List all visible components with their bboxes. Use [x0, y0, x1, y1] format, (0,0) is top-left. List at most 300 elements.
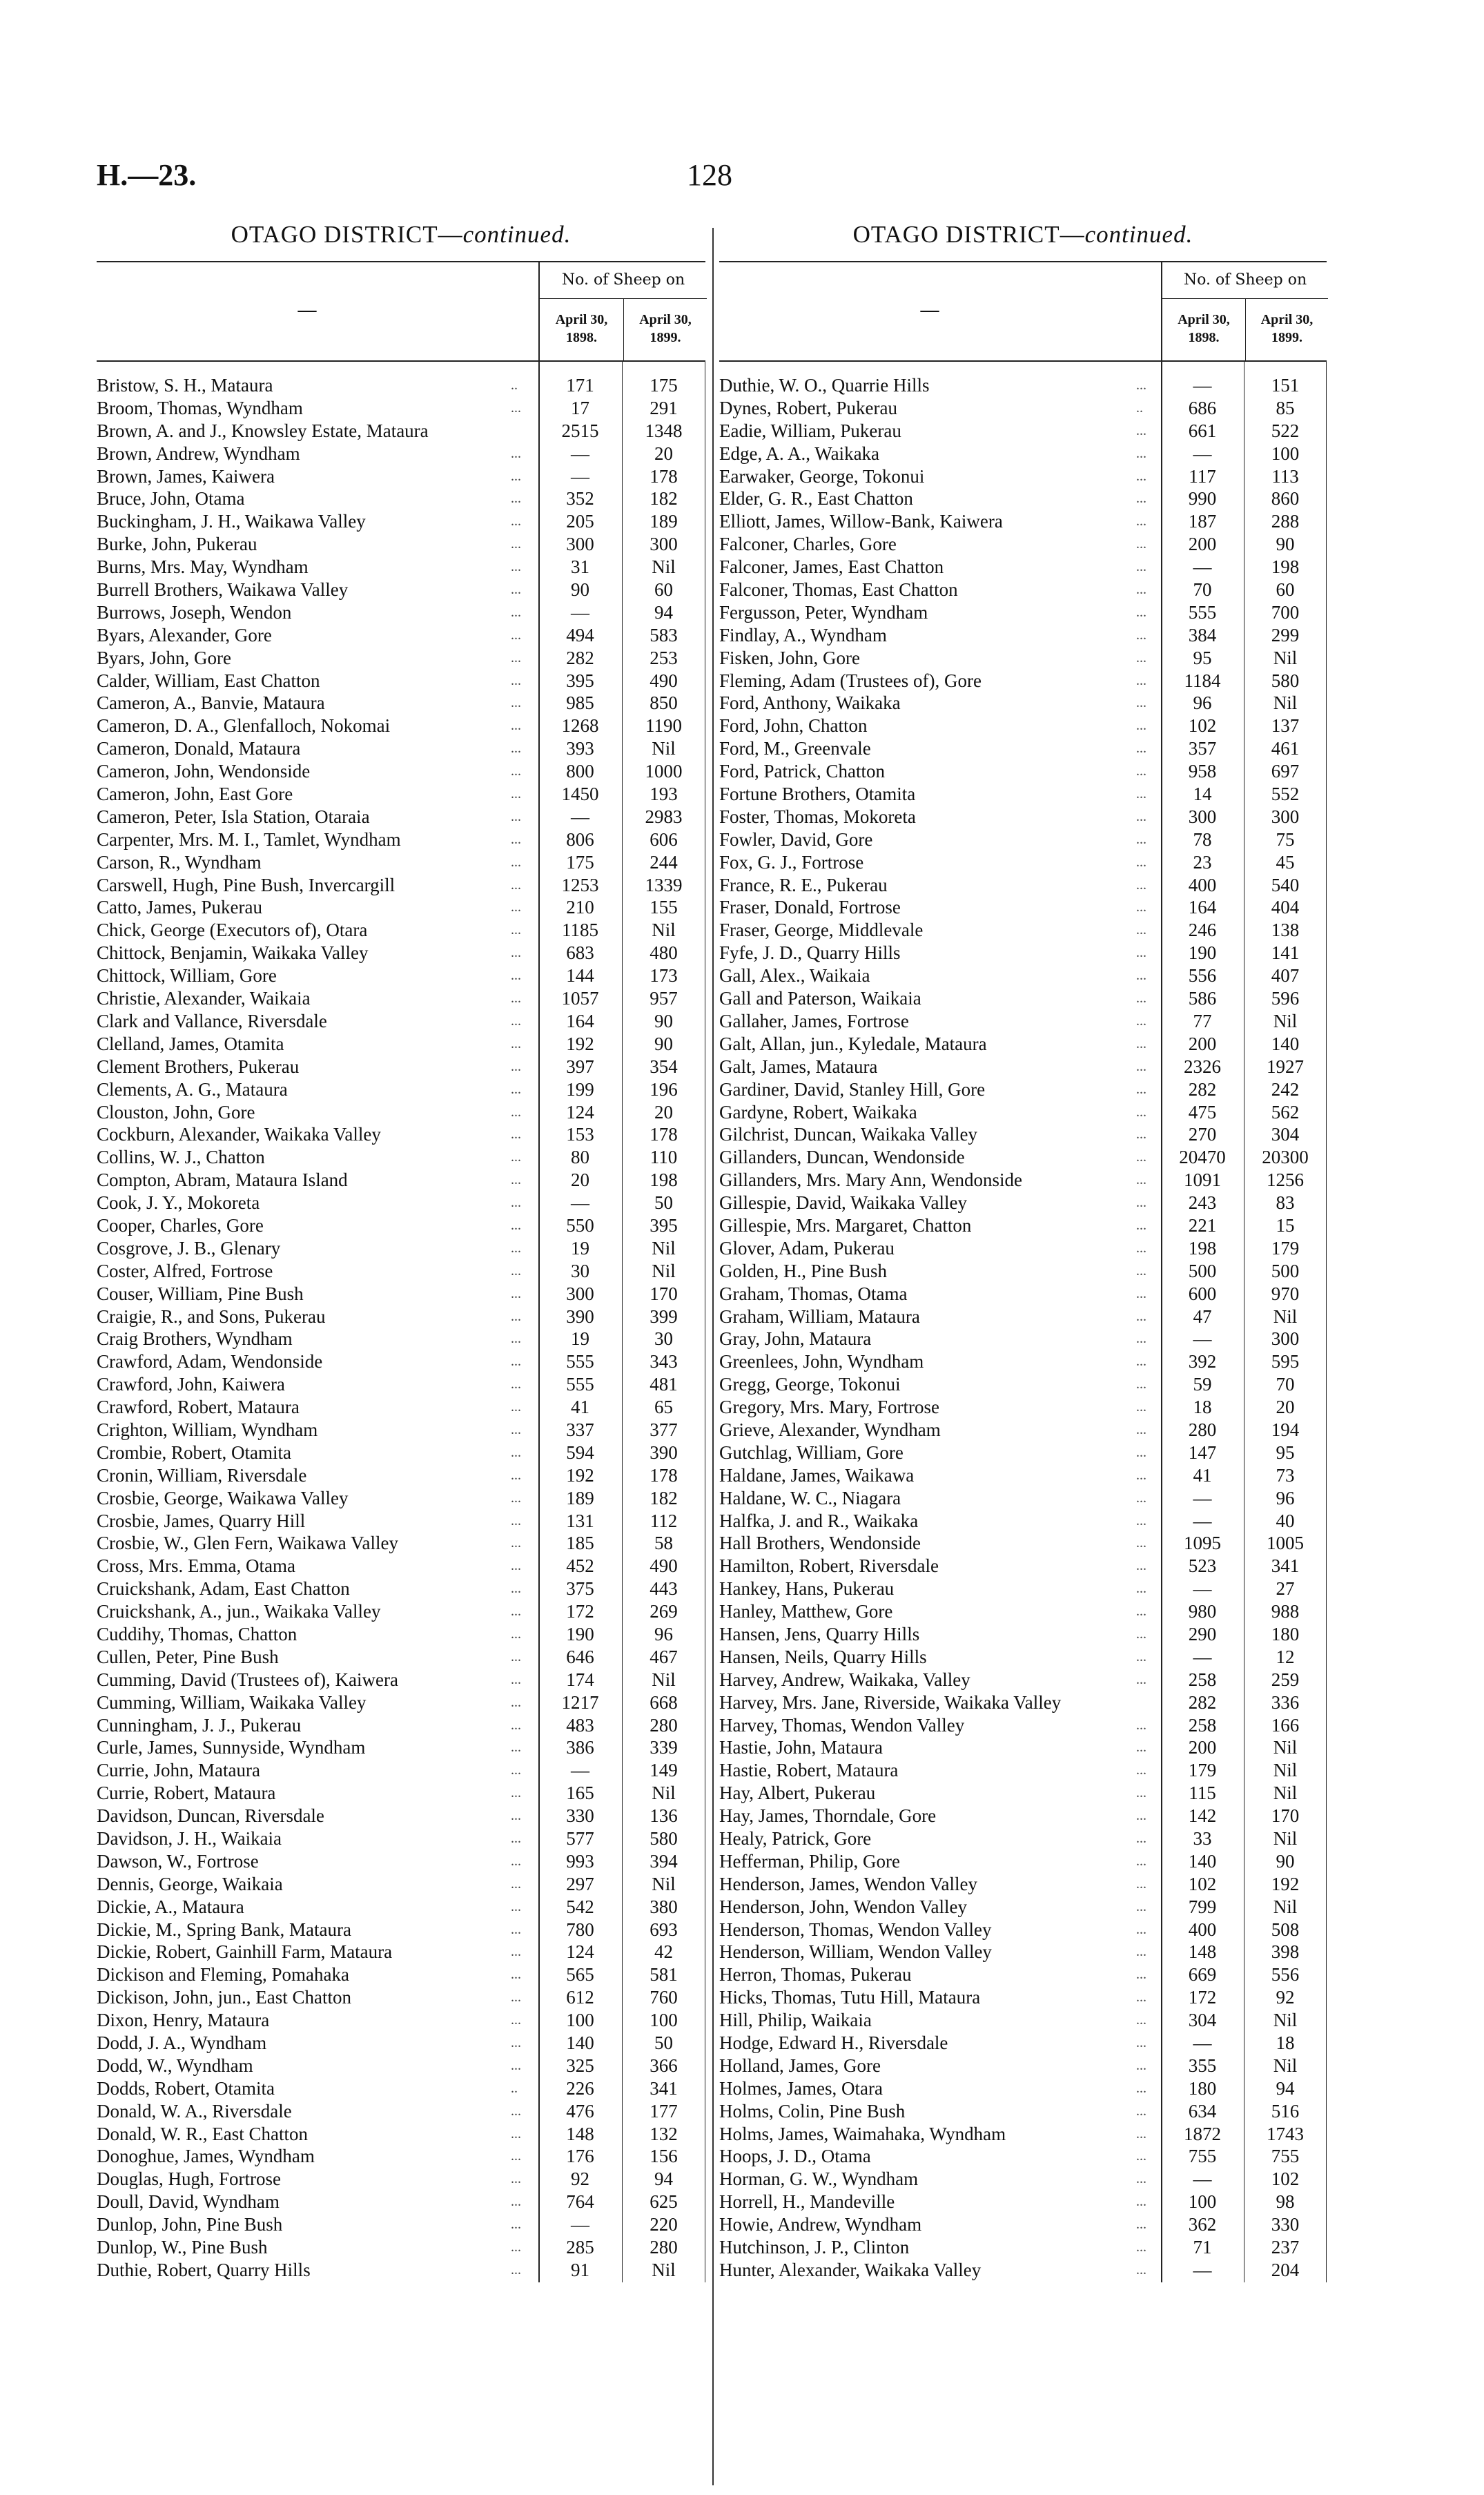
sheep-1899: 60: [1276, 579, 1295, 601]
leader-dots: ...: [511, 1104, 521, 1120]
sheep-1899: 110: [650, 1147, 678, 1168]
owner-name: Clelland, James, Otamita: [97, 1033, 284, 1054]
table-row: [97, 2168, 705, 2191]
owner-name: Gardyne, Robert, Waikaka: [719, 1101, 917, 1123]
sheep-1899: Nil: [1273, 1010, 1298, 1031]
sheep-1898: 148: [566, 2123, 594, 2144]
sheep-1899: 156: [650, 2146, 678, 2167]
owner-name: Holland, James, Gore: [719, 2055, 881, 2076]
leader-dots: ...: [1136, 1785, 1146, 1801]
sheep-1898: 172: [1188, 1987, 1217, 2008]
leader-dots: ...: [511, 1649, 521, 1664]
leader-dots: ...: [1136, 741, 1146, 757]
leader-dots: ...: [511, 968, 521, 984]
table-row: [719, 783, 1327, 806]
leader-dots: ...: [511, 1490, 521, 1506]
leader-dots: ...: [511, 650, 521, 666]
leader-dots: ...: [1136, 1853, 1146, 1869]
sheep-1898: 41: [1193, 1464, 1212, 1486]
sheep-1898: 352: [566, 488, 594, 509]
table-row: [719, 2259, 1327, 2282]
table-row: [719, 1373, 1327, 1396]
sheep-1899: 461: [1271, 738, 1300, 759]
owner-name: Cooper, Charles, Gore: [97, 1214, 264, 1236]
sheep-1898: 1184: [1184, 670, 1221, 691]
table-row: [97, 1328, 705, 1350]
sheep-1898: —: [571, 601, 589, 623]
owner-name: Collins, W. J., Chatton: [97, 1147, 265, 1168]
owner-name: Eadie, William, Pukerau: [719, 420, 901, 441]
leader-dots: ...: [1136, 582, 1146, 598]
leader-dots: ...: [1136, 1535, 1146, 1551]
owner-name: Doull, David, Wyndham: [97, 2191, 280, 2213]
sheep-1898: 355: [1188, 2055, 1217, 2076]
owner-name: Hicks, Thomas, Tutu Hill, Mataura: [719, 1987, 981, 2008]
table-row: [97, 2100, 705, 2123]
leader-dots: ...: [1136, 2103, 1146, 2119]
sheep-1899: 755: [1271, 2146, 1300, 2167]
leader-dots: ...: [511, 2262, 521, 2278]
sheep-1899: 562: [1271, 1101, 1300, 1123]
sheep-1898: 165: [566, 1783, 594, 1804]
leader-dots: ...: [1136, 1081, 1146, 1097]
sheep-1898: 375: [566, 1578, 594, 1600]
leader-dots: ...: [511, 1785, 521, 1801]
leader-dots: ...: [1136, 1921, 1146, 1937]
sheep-1898: 95: [1193, 647, 1212, 668]
leader-dots: ...: [1136, 1876, 1146, 1892]
leader-dots: ...: [1136, 695, 1146, 711]
sheep-1898: 475: [1188, 1101, 1217, 1123]
owner-name: Crosbie, W., Glen Fern, Waikawa Valley: [97, 1533, 399, 1554]
table-row: [719, 374, 1327, 397]
owner-name: Findlay, A., Wyndham: [719, 624, 887, 645]
table-row: [719, 2100, 1327, 2123]
sheep-1898: —: [571, 465, 589, 487]
sheep-1898: —: [571, 1192, 589, 1214]
sheep-1899: 343: [650, 1351, 678, 1372]
leader-dots: ...: [1136, 1444, 1146, 1460]
owner-name: Burrell Brothers, Waikawa Valley: [97, 579, 349, 601]
leader-dots: ...: [1136, 2217, 1146, 2233]
owner-name: Dickie, A., Mataura: [97, 1896, 244, 1917]
owner-name: Dunlop, W., Pine Bush: [97, 2237, 268, 2258]
sheep-1898: 1217: [561, 1691, 599, 1713]
leader-dots: ...: [1136, 1967, 1146, 1983]
sheep-1898: 1268: [561, 715, 599, 737]
sheep-1899: 580: [650, 1828, 678, 1849]
sheep-1898: 200: [1188, 1033, 1217, 1054]
sheep-1898: 140: [566, 2032, 594, 2054]
leader-dots: ...: [511, 1853, 521, 1869]
owner-name: Graham, William, Mataura: [719, 1305, 920, 1327]
table-body: [719, 374, 1327, 2282]
table-row: [97, 1419, 705, 1441]
sheep-1899: 467: [650, 1646, 678, 1667]
leader-dots: ...: [511, 2148, 521, 2164]
table-row: [719, 1010, 1327, 1033]
leader-dots: ...: [1136, 1377, 1146, 1392]
sheep-1898: 192: [566, 1464, 594, 1486]
sheep-1899: 173: [650, 965, 678, 987]
leader-dots: ...: [1136, 1558, 1146, 1574]
owner-name: Christie, Alexander, Waikaia: [97, 988, 311, 1009]
leader-dots: ...: [511, 808, 521, 824]
leader-dots: ...: [1136, 1490, 1146, 1506]
leader-dots: ...: [1136, 1626, 1146, 1642]
page-number: 128: [687, 158, 732, 192]
column-rule: [622, 362, 623, 2282]
table-row: [97, 2032, 705, 2055]
sheep-1898: 226: [566, 2077, 594, 2099]
table-row: [97, 1101, 705, 1124]
table-row: [719, 2009, 1327, 2032]
table-row: [719, 1078, 1327, 1101]
sheep-1899: 140: [1271, 1033, 1300, 1054]
table-row: [719, 1782, 1327, 1805]
sheep-1899: 94: [654, 2168, 673, 2190]
table-row: [719, 1419, 1327, 1441]
leader-dots: ...: [511, 1535, 521, 1551]
sheep-1899: 90: [1276, 534, 1295, 555]
owner-name: Cruickshank, A., jun., Waikaka Valley: [97, 1601, 381, 1622]
leader-dots: ...: [511, 1195, 521, 1211]
owner-name: Healy, Patrick, Gore: [719, 1828, 872, 1849]
owner-name: Currie, John, Mataura: [97, 1760, 260, 1781]
leader-dots: ...: [1136, 491, 1146, 507]
leader-dots: ...: [1136, 764, 1146, 779]
sheep-1898: 258: [1188, 1669, 1217, 1690]
sheep-1898: 18: [1193, 1397, 1212, 1418]
table-row: [719, 1577, 1327, 1600]
leader-dots: ...: [1136, 514, 1146, 530]
leader-dots: ...: [511, 1444, 521, 1460]
sheep-1899: 20: [654, 443, 673, 464]
sheep-1898: 19: [571, 1328, 589, 1350]
sheep-1898: 131: [566, 1510, 594, 1531]
table-row: [719, 1464, 1327, 1487]
leader-dots: ...: [1136, 1740, 1146, 1756]
year-1899-header: April 30, 1899.: [623, 298, 707, 360]
owner-name: Crombie, Robert, Otamita: [97, 1441, 291, 1463]
owner-name: Byars, Alexander, Gore: [97, 624, 272, 645]
sheep-1898: 397: [566, 1056, 594, 1077]
column-rule: [1161, 362, 1162, 2282]
leader-dots: ...: [511, 1671, 521, 1687]
leader-dots: ...: [511, 1240, 521, 1256]
sheep-1898: 172: [566, 1601, 594, 1622]
leader-dots: ...: [511, 400, 521, 416]
table-row: [97, 1555, 705, 1577]
table-row: [719, 1214, 1327, 1237]
leader-dots: ...: [1136, 445, 1146, 461]
owner-name: Howie, Andrew, Wyndham: [719, 2214, 922, 2235]
leader-dots: ...: [511, 559, 521, 575]
sheep-1898: 80: [571, 1147, 589, 1168]
sheep-1899: 60: [654, 579, 673, 601]
leader-dots: ...: [1136, 1990, 1146, 2006]
table-row: [719, 1873, 1327, 1896]
sheep-1899: 20: [1276, 1397, 1295, 1418]
leader-dots: ...: [511, 1081, 521, 1097]
sheep-1899: 606: [650, 828, 678, 850]
sheep-1899: 244: [650, 851, 678, 873]
owner-name: Davidson, Duncan, Riversdale: [97, 1805, 324, 1827]
leader-dots: ...: [1136, 1899, 1146, 1914]
sheep-1899: 15: [1276, 1214, 1295, 1236]
owner-name: Horrell, H., Mandeville: [719, 2191, 895, 2213]
leader-dots: ...: [1136, 1717, 1146, 1733]
owner-name: Haldane, James, Waikawa: [719, 1464, 915, 1486]
sheep-1898: —: [571, 2214, 589, 2235]
owner-name: Coster, Alfred, Fortrose: [97, 1260, 273, 1281]
sheep-1899: 96: [1276, 1487, 1295, 1508]
owner-name: Cunningham, J. J., Pukerau: [97, 1714, 302, 1736]
table-row: [719, 1896, 1327, 1919]
leader-dots: ...: [1136, 1604, 1146, 1620]
table-row: [97, 2077, 705, 2100]
sheep-1899: Nil: [1273, 1783, 1298, 1804]
sheep-1898: 1253: [561, 874, 599, 895]
sheep-1898: 285: [566, 2237, 594, 2258]
sheep-1899: 94: [654, 601, 673, 623]
table-row: [97, 692, 705, 715]
leader-dots: ...: [1136, 604, 1146, 620]
sheep-1899: 253: [650, 647, 678, 668]
owner-name: Hill, Philip, Waikaia: [719, 2010, 872, 2031]
sheep-1899: 92: [1276, 1987, 1295, 2008]
owner-name: Buckingham, J. H., Waikawa Valley: [97, 511, 366, 532]
sheep-1898: 386: [566, 1737, 594, 1758]
sheep-1898: 483: [566, 1714, 594, 1736]
leader-dots: ...: [1136, 1944, 1146, 1960]
leader-dots: ...: [1136, 2035, 1146, 2051]
leader-dots: ...: [511, 627, 521, 643]
sheep-1898: —: [1193, 1328, 1212, 1350]
sheep-1899: 237: [1271, 2237, 1300, 2258]
table-row: [97, 1873, 705, 1896]
sheep-1899: 242: [1271, 1078, 1300, 1100]
sheep-1899: Nil: [652, 2259, 676, 2280]
sheep-1898: 806: [566, 828, 594, 850]
table-row: [97, 1396, 705, 1419]
table-row: [97, 1759, 705, 1782]
table-row: [719, 443, 1327, 465]
owner-name: Cameron, Peter, Isla Station, Otaraia: [97, 806, 370, 827]
sheep-1898: 200: [1188, 534, 1217, 555]
section-title-text: OTAGO DISTRICT—: [852, 221, 1085, 248]
leader-dots: ...: [511, 582, 521, 598]
table-row: [97, 1669, 705, 1691]
owner-name: Falconer, Thomas, East Chatton: [719, 579, 958, 601]
leader-dots: ...: [511, 1581, 521, 1597]
sheep-1898: 600: [1188, 1283, 1217, 1304]
sheep-1899: 40: [1276, 1510, 1295, 1531]
sheep-1899: 27: [1276, 1578, 1295, 1600]
owner-name: Cumming, David (Trustees of), Kaiwera: [97, 1669, 398, 1690]
owner-name: Calder, William, East Chatton: [97, 670, 320, 691]
sheep-1898: 142: [1188, 1805, 1217, 1827]
right-column: [719, 221, 1327, 2282]
leader-dots: ...: [511, 1377, 521, 1392]
sheep-1898: 1057: [561, 988, 599, 1009]
sheep-1898: —: [571, 806, 589, 827]
owner-name: Hutchinson, J. P., Clinton: [719, 2237, 910, 2258]
sheep-1898: 362: [1188, 2214, 1217, 2235]
owner-name: Henderson, William, Wendon Valley: [719, 1941, 992, 1963]
sheep-1899: 404: [1271, 897, 1300, 918]
sheep-1899: 341: [1271, 1555, 1300, 1577]
leader-dots: ...: [1136, 1671, 1146, 1687]
sheep-1899: 398: [1271, 1941, 1300, 1963]
owner-name: Hanley, Matthew, Gore: [719, 1601, 893, 1622]
leader-dots: ...: [511, 1308, 521, 1324]
table-row: [97, 556, 705, 579]
table-row: [97, 1169, 705, 1192]
sheep-1898: 282: [1188, 1691, 1217, 1713]
owner-name: Fisken, John, Gore: [719, 647, 860, 668]
table-row: [97, 1056, 705, 1078]
sheep-1899: 760: [650, 1987, 678, 2008]
sheep-1899: 30: [654, 1328, 673, 1350]
leader-dots: ...: [511, 1604, 521, 1620]
owner-name: Henderson, James, Wendon Valley: [719, 1873, 978, 1894]
leader-dots: ...: [1136, 1308, 1146, 1324]
leader-dots: ...: [511, 2035, 521, 2051]
table-row: [719, 1555, 1327, 1577]
sheep-1898: 555: [566, 1374, 594, 1395]
owner-name: Halfka, J. and R., Waikaka: [719, 1510, 919, 1531]
leader-dots: ...: [1136, 1421, 1146, 1437]
sheep-1899: 113: [1271, 465, 1299, 487]
table-row: [719, 1850, 1327, 1873]
table-row: [719, 851, 1327, 874]
owner-name: Gutchlag, William, Gore: [719, 1441, 904, 1463]
owner-name: Cronin, William, Riversdale: [97, 1464, 307, 1486]
owner-name: Duthie, W. O., Quarrie Hills: [719, 375, 930, 396]
sheep-1898: 100: [1188, 2191, 1217, 2213]
owner-name: Crawford, John, Kaiwera: [97, 1374, 285, 1395]
sheep-1899: 90: [654, 1010, 673, 1031]
sheep-1898: 476: [566, 2100, 594, 2122]
sheep-1899: 95: [1276, 1441, 1295, 1463]
owner-name: Graham, Thomas, Otama: [719, 1283, 908, 1304]
sheep-1899: 508: [1271, 1919, 1300, 1940]
sheep-1899: 552: [1271, 784, 1300, 805]
table-row: [97, 1782, 705, 1805]
table-row: [719, 2236, 1327, 2259]
leader-dots: ...: [1136, 1127, 1146, 1143]
sheep-1899: 220: [650, 2214, 678, 2235]
owner-name: Golden, H., Pine Bush: [719, 1260, 887, 1281]
leader-dots: ...: [1136, 1240, 1146, 1256]
table-row: [97, 874, 705, 897]
leader-dots: ...: [1136, 2012, 1146, 2028]
owner-name: Cameron, John, East Gore: [97, 784, 293, 805]
owner-name: Fyfe, J. D., Quarry Hills: [719, 942, 901, 964]
owner-name: Chick, George (Executors of), Otara: [97, 920, 368, 941]
owner-name: Harvey, Mrs. Jane, Riverside, Waikaka Valley: [719, 1691, 1062, 1713]
owner-name: Hay, Albert, Pukerau: [719, 1783, 876, 1804]
leader-dots: ...: [1136, 1649, 1146, 1664]
table-row: [97, 1691, 705, 1714]
leader-dots: ...: [1136, 877, 1146, 893]
owner-name: Dynes, Robert, Pukerau: [719, 397, 897, 418]
table-row: [719, 919, 1327, 942]
leader-dots: ...: [511, 1763, 521, 1778]
sheep-1898: 297: [566, 1873, 594, 1894]
owner-name: Dodd, W., Wyndham: [97, 2055, 253, 2076]
sheep-1899: Nil: [1273, 1305, 1298, 1327]
table-row: [97, 533, 705, 556]
leader-dots: ...: [511, 1921, 521, 1937]
sheep-1898: 799: [1188, 1896, 1217, 1917]
owner-name: Harvey, Andrew, Waikaka, Valley: [719, 1669, 970, 1690]
leader-dots: ...: [1136, 1763, 1146, 1778]
sheep-1899: 291: [650, 397, 678, 418]
leader-dots: ...: [511, 1513, 521, 1528]
owner-name: Burke, John, Pukerau: [97, 534, 257, 555]
sheep-1898: —: [1193, 1487, 1212, 1508]
sheep-1898: 270: [1188, 1124, 1217, 1145]
sheep-1899: 580: [1271, 670, 1300, 691]
table-row: [719, 1963, 1327, 1986]
table-row: [719, 874, 1327, 897]
sheep-1898: 400: [1188, 1919, 1217, 1940]
sheep-1898: 164: [566, 1010, 594, 1031]
sheep-1899: 330: [1271, 2214, 1300, 2235]
table-row: [719, 2032, 1327, 2055]
sheep-1899: Nil: [652, 1237, 676, 1259]
sheep-1898: 78: [1193, 828, 1212, 850]
owner-name: Duthie, Robert, Quarry Hills: [97, 2259, 311, 2280]
sheep-1898: 147: [1188, 1441, 1217, 1463]
table-row: [97, 647, 705, 670]
table-row: [97, 1260, 705, 1283]
sheep-1899: 166: [1271, 1714, 1300, 1736]
sheep-1899: 182: [650, 1487, 678, 1508]
sheep-1899: 304: [1271, 1124, 1300, 1145]
sheep-1899: 50: [654, 1192, 673, 1214]
owner-name: Harvey, Thomas, Wendon Valley: [719, 1714, 965, 1736]
leader-dots: ...: [511, 718, 521, 734]
owner-name: Fraser, George, Middlevale: [719, 920, 924, 941]
owner-name: Fortune Brothers, Otamita: [719, 784, 916, 805]
table-row: [97, 964, 705, 987]
sheep-1899: 540: [1271, 874, 1300, 895]
table-row: [97, 737, 705, 760]
sheep-1898: 189: [566, 1487, 594, 1508]
sheep-1898: 357: [1188, 738, 1217, 759]
leader-dots: ...: [1136, 650, 1146, 666]
owner-name: Gall, Alex., Waikaia: [719, 965, 870, 987]
leader-dots: ...: [511, 672, 521, 688]
owner-name: Fowler, David, Gore: [719, 828, 873, 850]
sheep-1899: Nil: [1273, 692, 1298, 714]
table-row: [719, 942, 1327, 964]
sheep-1898: 117: [1189, 465, 1216, 487]
sheep-1899: 394: [650, 1850, 678, 1872]
leader-dots: ...: [1136, 1513, 1146, 1528]
leader-dots: ...: [511, 1967, 521, 1983]
table-row: [97, 806, 705, 828]
leader-dots: ...: [511, 2194, 521, 2210]
table-row: [97, 1510, 705, 1533]
sheep-1898: —: [1193, 443, 1212, 464]
sheep-1898: —: [1193, 1510, 1212, 1531]
table-row: [97, 919, 705, 942]
table-row: [97, 1577, 705, 1600]
